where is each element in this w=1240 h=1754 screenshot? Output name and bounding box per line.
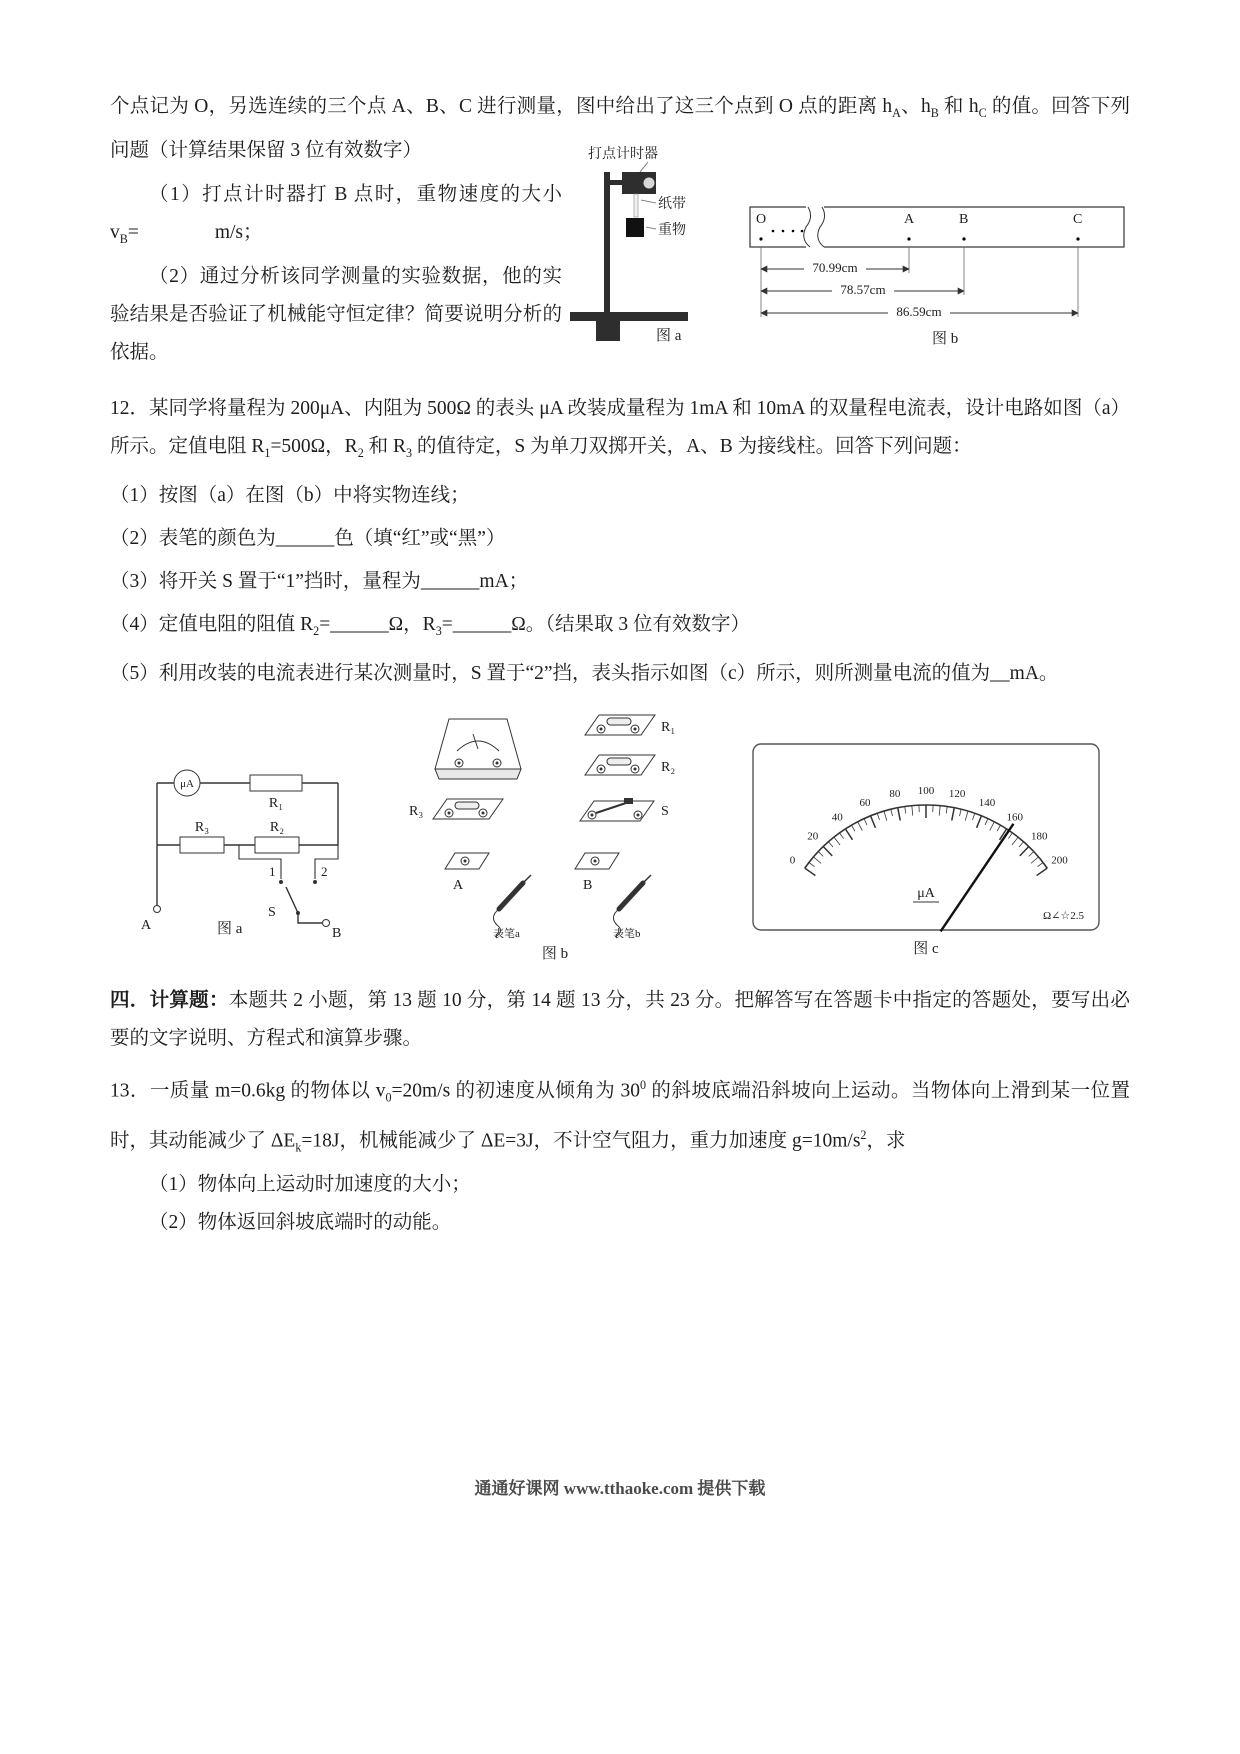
point-C-dot — [1076, 237, 1079, 240]
section4-heading: 四．计算题： — [110, 989, 229, 1011]
dial-tick-label: 140 — [978, 796, 996, 809]
dial-tick-label: 200 — [1051, 854, 1068, 867]
dial-svg — [750, 741, 1102, 937]
stand-base — [570, 312, 688, 321]
figure-ammeter-dial — [750, 741, 1102, 959]
clamp — [610, 180, 624, 185]
terminal-B-label: B — [583, 877, 593, 893]
r3-label: R₃ — [194, 819, 210, 835]
q12-item-4: （4）定值电阻的阻值 $R_2=\_\_\_\_\_\_\Omega$，$R_3=\_\_\_\_\_\_\Omega$。（结果取 3 位有效数字） — [110, 613, 750, 638]
point-O-label: O — [756, 211, 767, 227]
point-A-label: A — [904, 211, 915, 227]
figure-caption: 图 b — [932, 330, 959, 347]
weight-pointer-line — [646, 227, 656, 229]
q11-body-row — [110, 146, 1130, 372]
q13-intro: 13．一质量 m=0.6kg 的物体以 $v_0=20m/s$ 的初速度从倾角为 $30^0$ 的斜坡底端沿斜坡向上运动。当物体向上滑到某一位置时，其动能减少了 $\Delta E_k=18J$，机械能减少了 ΔE=3J，不计空气阻力，重力加速度 $g=10m/s^2$，求 — [110, 1077, 1130, 1155]
distance-OA: 70.99cm — [812, 259, 858, 275]
q12-item-3: （3）将开关 S 置于“1”挡时，量程为______mA； — [110, 570, 529, 592]
dial-tick-label: 120 — [948, 787, 966, 800]
timer-label: 打点计时器 — [588, 146, 658, 162]
tape-pointer-line — [641, 200, 656, 203]
figure-component-board — [405, 707, 705, 964]
point-B-label: B — [959, 211, 969, 227]
contact-2-label: 2 — [321, 863, 328, 879]
q12-intro: 12．某同学将量程为 200μA、内阻为 500Ω 的表头 μA 改装成量程为 1mA 和 10mA 的双量程电流表，设计电路如图（a）所示。定值电阻 $R_1=500\Omega$，$R_2$ 和 $R_3$ 的值待定，S 为单刀双掷开关，A、B 为接线柱。回答下列问题： — [110, 397, 1130, 460]
q12-item-2: （2）表笔的颜色为______色（填“红”或“黑”） — [110, 527, 506, 549]
contact-1-icon — [279, 880, 283, 884]
dial-tick-label: 160 — [1006, 810, 1024, 823]
tape-figure — [746, 195, 1128, 347]
probe-pen-b-icon — [613, 875, 651, 940]
point-C-label: C — [1073, 211, 1083, 227]
terminal-A-label: A — [141, 917, 152, 933]
apparatus-figure — [564, 142, 732, 347]
figure-apparatus-and-tape — [562, 142, 1128, 347]
pen-a-label: 表笔a — [493, 927, 520, 940]
distance-OC: 86.59cm — [896, 303, 942, 319]
stand-rod — [604, 172, 610, 312]
switch-arm-icon — [286, 887, 298, 913]
q11-item-1: （1）打点计时器打 B 点时，重物速度的大小 $v_B= m/s$； — [110, 183, 562, 246]
contact-2-icon — [313, 880, 317, 884]
dial-tick-label: 80 — [889, 787, 901, 800]
ticker-timer-icon — [622, 172, 656, 194]
terminal-B-label: B — [332, 925, 342, 940]
figure-caption: 图 b — [541, 945, 569, 962]
resistor-r3-icon — [180, 837, 224, 853]
switch-icon — [580, 798, 654, 821]
point-A-dot — [907, 237, 910, 240]
terminal-B-icon — [323, 919, 330, 926]
r3-label: R₃ — [409, 803, 424, 819]
q11-figure-column — [562, 142, 1128, 372]
distance-OB: 78.57cm — [840, 281, 886, 297]
q12-item-1: （1）按图（a）在图（b）中将实物连线； — [110, 484, 470, 506]
r1-label: R₁ — [661, 719, 676, 735]
resistor-r2-icon — [255, 837, 299, 853]
dial-tick-label: 0 — [789, 854, 796, 867]
circuit-svg — [135, 755, 360, 940]
r2-label: R₂ — [661, 759, 676, 775]
dial-unit-label: μA — [917, 885, 935, 901]
terminal-B-icon — [575, 853, 619, 869]
stand-foot — [596, 321, 620, 341]
point-B-dot — [962, 237, 965, 240]
resistor-r2-icon — [585, 755, 655, 775]
tape-break-gap — [806, 205, 824, 249]
dial-tick-label: 20 — [807, 830, 819, 843]
page-content — [110, 88, 1130, 1242]
paper-tape-icon — [634, 194, 638, 217]
meter-icon — [435, 719, 521, 779]
terminal-A-icon — [154, 905, 161, 912]
q11-intro: 个点记为 O，另选连续的三个点 A、B、C 进行测量，图中给出了这三个点到 O 点的距离 $h_A$、$h_B$ 和 $h_C$ 的值。回答下列问题（计算结果保留 3 位有效数字） — [110, 96, 1130, 161]
galvanometer-label: μA — [180, 777, 194, 790]
switch-S-label: S — [661, 803, 669, 819]
q13-item-2: （2）物体返回斜坡底端时的动能。 — [149, 1212, 452, 1234]
pen-b-label: 表笔b — [613, 927, 641, 940]
page-footer: 通通好课网 www.tthaoke.com 提供下载 — [474, 1479, 766, 1498]
figure-caption: 图 a — [656, 327, 682, 344]
point-O-dot — [759, 237, 762, 240]
contact-1-label: 1 — [269, 863, 276, 879]
resistor-r1-icon — [250, 775, 302, 791]
weight-icon — [626, 218, 644, 237]
weight-label: 重物 — [658, 222, 686, 238]
figure-circuit-schematic — [135, 755, 360, 940]
q11-item-2: （2）通过分析该同学测量的实验数据，他的实验结果是否验证了机械能守恒定律？简要说明分析的依据。 — [110, 265, 562, 363]
q13-item-1: （1）物体向上运动时加速度的大小； — [149, 1174, 471, 1196]
figure-caption: 图 a — [217, 920, 243, 937]
figure-caption: 图 c — [913, 940, 939, 957]
section4-paragraph: 四．计算题：本题共 2 小题，第 13 题 10 分，第 14 题 13 分，共 23 分。把解答写在答题卡中指定的答题处，要写出必要的文字说明、方程式和演算步骤。 — [110, 989, 1130, 1049]
terminal-A-icon — [445, 853, 489, 869]
probe-pen-a-icon — [493, 875, 531, 940]
r1-label: R₁ — [268, 795, 284, 811]
dial-tick-label: 60 — [859, 796, 871, 809]
dial-tick-label: 40 — [831, 810, 843, 823]
dial-tick-label: 100 — [917, 784, 935, 797]
terminal-A-label: A — [453, 877, 464, 893]
r2-label: R₂ — [269, 819, 285, 835]
board-svg — [405, 707, 705, 942]
dial-tick-label: 180 — [1030, 830, 1048, 843]
resistor-r1-icon — [585, 715, 655, 735]
dial-class-marking: Ω∠☆2.5 — [1042, 909, 1084, 922]
tape-label: 纸带 — [658, 196, 686, 212]
switch-S-label: S — [268, 904, 276, 920]
q11-text-column — [110, 176, 562, 372]
q12-item-5: （5）利用改装的电流表进行某次测量时，S 置于“2”挡，表头指示如图（c）所示，则所测量电流的值为__mA。 — [110, 662, 1059, 684]
resistor-r3-icon — [433, 799, 503, 819]
timer-pointer-line — [640, 162, 648, 172]
q12-figure-row — [110, 707, 1130, 964]
